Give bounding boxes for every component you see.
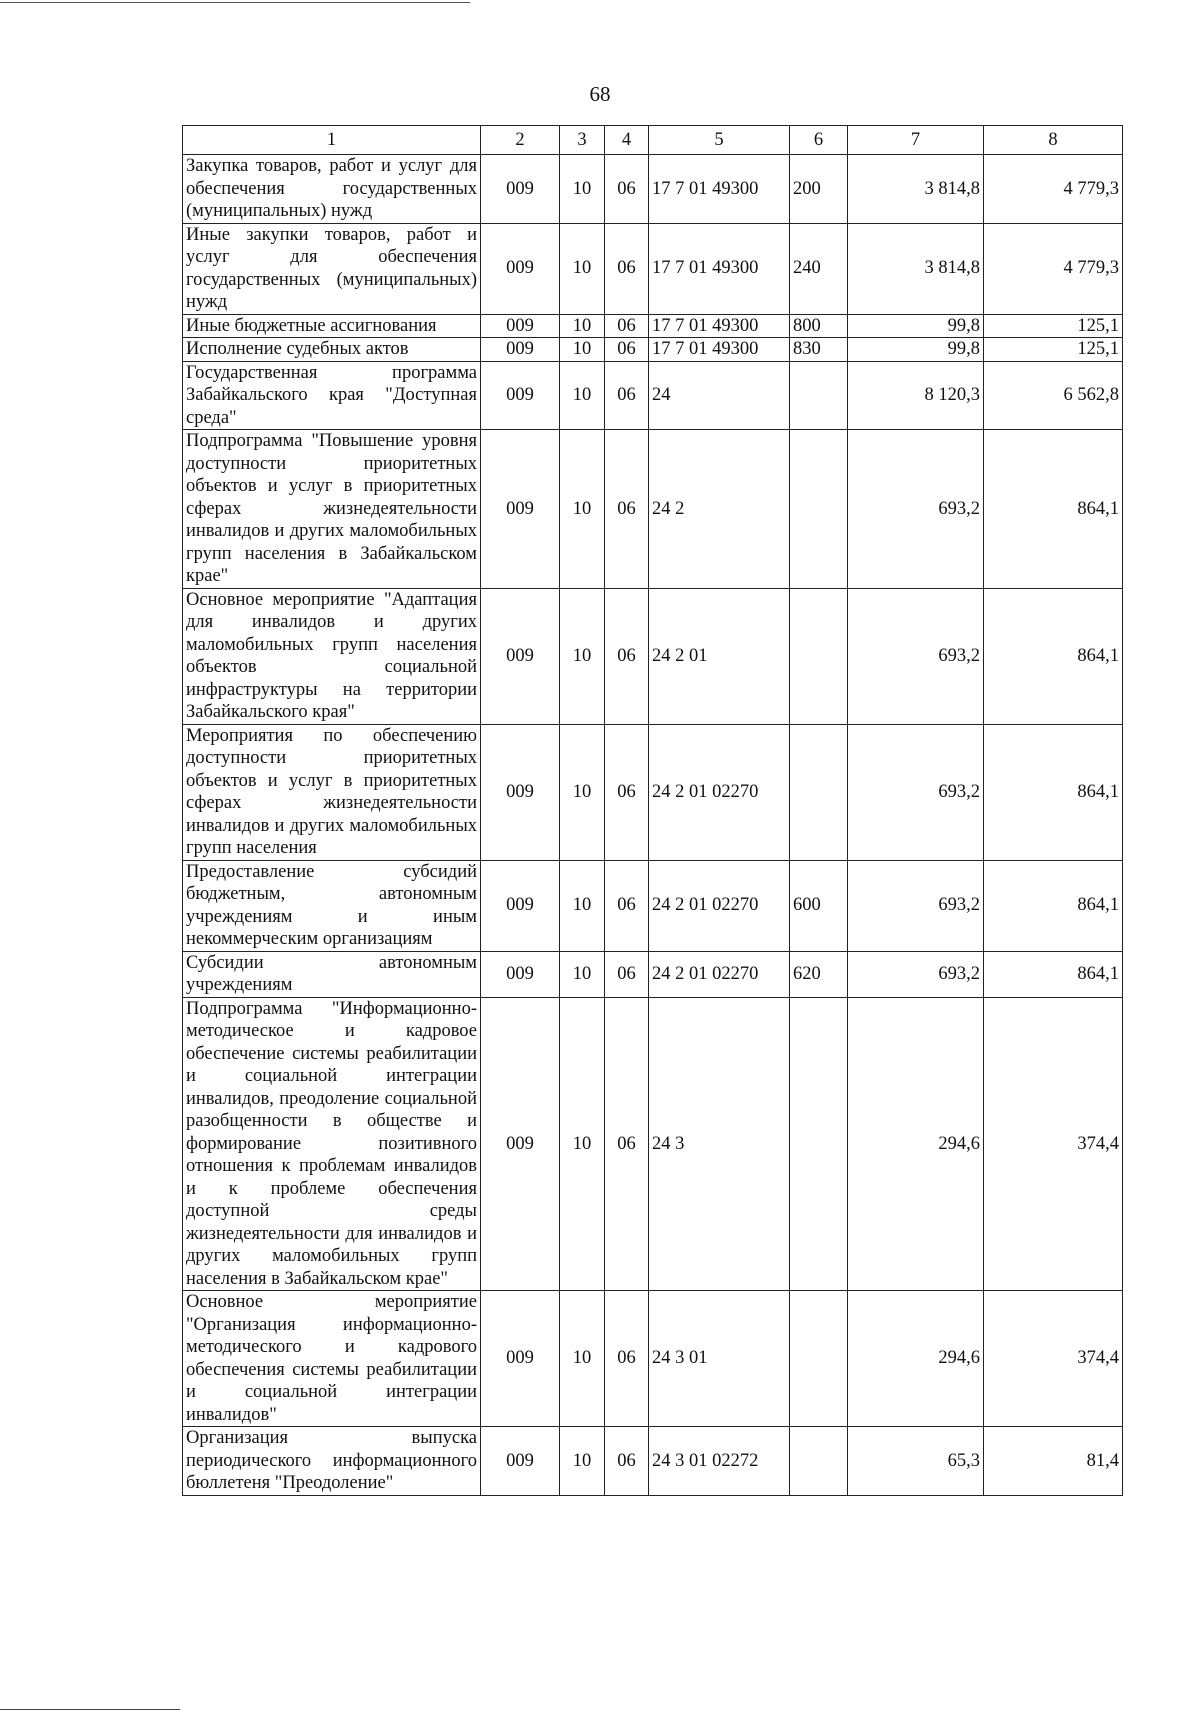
cell-c3: 10 <box>560 338 605 362</box>
cell-c4: 06 <box>605 223 649 314</box>
cell-c7: 294,6 <box>848 1291 984 1427</box>
cell-c7: 8 120,3 <box>848 361 984 430</box>
cell-c6 <box>790 588 848 724</box>
cell-c5: 17 7 01 49300 <box>649 223 790 314</box>
col-header: 7 <box>848 126 984 155</box>
cell-c4: 06 <box>605 430 649 589</box>
cell-c8: 864,1 <box>984 588 1123 724</box>
table-row <box>183 361 1123 430</box>
cell-c7: 99,8 <box>848 338 984 362</box>
cell-c8: 125,1 <box>984 314 1123 338</box>
cell-c2: 009 <box>481 1291 560 1427</box>
cell-c7: 693,2 <box>848 860 984 951</box>
cell-c5: 24 2 01 02270 <box>649 724 790 860</box>
cell-c6: 240 <box>790 223 848 314</box>
cell-name: Подпрограмма "Повышение уровня доступности приоритетных объектов и услуг в приоритетных сферах жизнедеятельности инвалидов и других маломобильных групп населения в Забайкальском крае" <box>183 430 481 589</box>
table-row <box>183 1291 1123 1427</box>
col-header: 4 <box>605 126 649 155</box>
cell-c4: 06 <box>605 588 649 724</box>
col-header: 8 <box>984 126 1123 155</box>
top-rule <box>0 2 470 3</box>
cell-c5: 24 2 01 02270 <box>649 860 790 951</box>
cell-name: Исполнение судебных актов <box>183 338 481 362</box>
cell-c8: 374,4 <box>984 1291 1123 1427</box>
cell-c5: 24 3 <box>649 997 790 1291</box>
cell-c5: 17 7 01 49300 <box>649 314 790 338</box>
cell-c6 <box>790 430 848 589</box>
col-header: 2 <box>481 126 560 155</box>
cell-c5: 24 <box>649 361 790 430</box>
cell-c6 <box>790 724 848 860</box>
table-row <box>183 155 1123 224</box>
cell-c4: 06 <box>605 361 649 430</box>
cell-c2: 009 <box>481 338 560 362</box>
cell-c3: 10 <box>560 1291 605 1427</box>
cell-c7: 99,8 <box>848 314 984 338</box>
table-row <box>183 588 1123 724</box>
cell-c6 <box>790 1427 848 1496</box>
cell-c6: 620 <box>790 951 848 997</box>
col-header: 5 <box>649 126 790 155</box>
cell-c8: 864,1 <box>984 951 1123 997</box>
cell-c8: 864,1 <box>984 430 1123 589</box>
table-header <box>183 126 1123 155</box>
cell-c8: 125,1 <box>984 338 1123 362</box>
cell-name: Государственная программа Забайкальского края "Доступная среда" <box>183 361 481 430</box>
cell-c5: 24 3 01 <box>649 1291 790 1427</box>
cell-c7: 693,2 <box>848 588 984 724</box>
cell-c3: 10 <box>560 223 605 314</box>
cell-c7: 3 814,8 <box>848 223 984 314</box>
table-row <box>183 724 1123 860</box>
bottom-rule <box>0 1709 180 1710</box>
cell-c7: 294,6 <box>848 997 984 1291</box>
cell-c6: 830 <box>790 338 848 362</box>
cell-c2: 009 <box>481 155 560 224</box>
cell-name: Основное мероприятие "Организация информационно-методического и кадрового обеспечения системы реабилитации и социальной интеграции инвалидов" <box>183 1291 481 1427</box>
table-body <box>183 155 1123 1496</box>
budget-table <box>182 125 1123 1496</box>
cell-c5: 24 2 01 02270 <box>649 951 790 997</box>
col-header: 1 <box>183 126 481 155</box>
cell-c3: 10 <box>560 724 605 860</box>
cell-c2: 009 <box>481 951 560 997</box>
cell-name: Организация выпуска периодического информационного бюллетеня "Преодоление" <box>183 1427 481 1496</box>
cell-c2: 009 <box>481 1427 560 1496</box>
cell-c3: 10 <box>560 155 605 224</box>
cell-name: Мероприятия по обеспечению доступности приоритетных объектов и услуг в приоритетных сферах жизнедеятельности инвалидов и других маломобильных групп населения <box>183 724 481 860</box>
cell-c5: 17 7 01 49300 <box>649 338 790 362</box>
cell-c8: 864,1 <box>984 860 1123 951</box>
cell-c3: 10 <box>560 314 605 338</box>
page-number: 68 <box>589 82 611 106</box>
cell-c6 <box>790 361 848 430</box>
cell-c3: 10 <box>560 361 605 430</box>
cell-c3: 10 <box>560 430 605 589</box>
cell-c8: 374,4 <box>984 997 1123 1291</box>
table-row <box>183 314 1123 338</box>
cell-c6: 800 <box>790 314 848 338</box>
cell-c7: 693,2 <box>848 724 984 860</box>
cell-c7: 65,3 <box>848 1427 984 1496</box>
cell-c3: 10 <box>560 860 605 951</box>
header-row <box>183 126 1123 155</box>
table-row <box>183 430 1123 589</box>
cell-c3: 10 <box>560 1427 605 1496</box>
cell-c5: 17 7 01 49300 <box>649 155 790 224</box>
cell-c2: 009 <box>481 223 560 314</box>
cell-c5: 24 2 <box>649 430 790 589</box>
cell-c4: 06 <box>605 1427 649 1496</box>
cell-c2: 009 <box>481 361 560 430</box>
cell-c8: 864,1 <box>984 724 1123 860</box>
cell-name: Иные бюджетные ассигнования <box>183 314 481 338</box>
cell-c8: 4 779,3 <box>984 223 1123 314</box>
cell-name: Иные закупки товаров, работ и услуг для обеспечения государственных (муниципальных) нужд <box>183 223 481 314</box>
cell-c5: 24 3 01 02272 <box>649 1427 790 1496</box>
cell-c6: 600 <box>790 860 848 951</box>
cell-name: Закупка товаров, работ и услуг для обеспечения государственных (муниципальных) нужд <box>183 155 481 224</box>
cell-c7: 3 814,8 <box>848 155 984 224</box>
cell-c3: 10 <box>560 951 605 997</box>
cell-c4: 06 <box>605 951 649 997</box>
cell-c3: 10 <box>560 588 605 724</box>
cell-c6 <box>790 997 848 1291</box>
table-row <box>183 951 1123 997</box>
cell-name: Подпрограмма "Информационно-методическое и кадровое обеспечение системы реабилитации и социальной интеграции инвалидов, преодоление социальной разобщенности в обществе и формирование позитивного отношения к проблемам инвалидов и к проблеме обеспечения доступной среды жизнедеятельности для инвалидов и других маломобильных групп населения в Забайкальском крае" <box>183 997 481 1291</box>
table-row <box>183 860 1123 951</box>
cell-name: Субсидии автономным учреждениям <box>183 951 481 997</box>
cell-name: Предоставление субсидий бюджетным, автономным учреждениям и иным некоммерческим организациям <box>183 860 481 951</box>
cell-c6: 200 <box>790 155 848 224</box>
cell-c3: 10 <box>560 997 605 1291</box>
col-header: 6 <box>790 126 848 155</box>
cell-c2: 009 <box>481 588 560 724</box>
cell-c2: 009 <box>481 314 560 338</box>
cell-c6 <box>790 1291 848 1427</box>
cell-c4: 06 <box>605 860 649 951</box>
cell-c4: 06 <box>605 314 649 338</box>
cell-c5: 24 2 01 <box>649 588 790 724</box>
cell-c4: 06 <box>605 1291 649 1427</box>
col-header: 3 <box>560 126 605 155</box>
cell-c8: 81,4 <box>984 1427 1123 1496</box>
cell-c2: 009 <box>481 860 560 951</box>
cell-c2: 009 <box>481 724 560 860</box>
cell-c8: 6 562,8 <box>984 361 1123 430</box>
cell-c2: 009 <box>481 997 560 1291</box>
cell-c7: 693,2 <box>848 951 984 997</box>
cell-c4: 06 <box>605 338 649 362</box>
cell-c4: 06 <box>605 724 649 860</box>
table-row <box>183 338 1123 362</box>
table-row <box>183 997 1123 1291</box>
cell-c4: 06 <box>605 155 649 224</box>
cell-c7: 693,2 <box>848 430 984 589</box>
table-row <box>183 223 1123 314</box>
cell-c8: 4 779,3 <box>984 155 1123 224</box>
cell-c2: 009 <box>481 430 560 589</box>
table-row <box>183 1427 1123 1496</box>
cell-c4: 06 <box>605 997 649 1291</box>
cell-name: Основное мероприятие "Адаптация для инвалидов и других маломобильных групп населения объектов социальной инфраструктуры на территории Забайкальского края" <box>183 588 481 724</box>
